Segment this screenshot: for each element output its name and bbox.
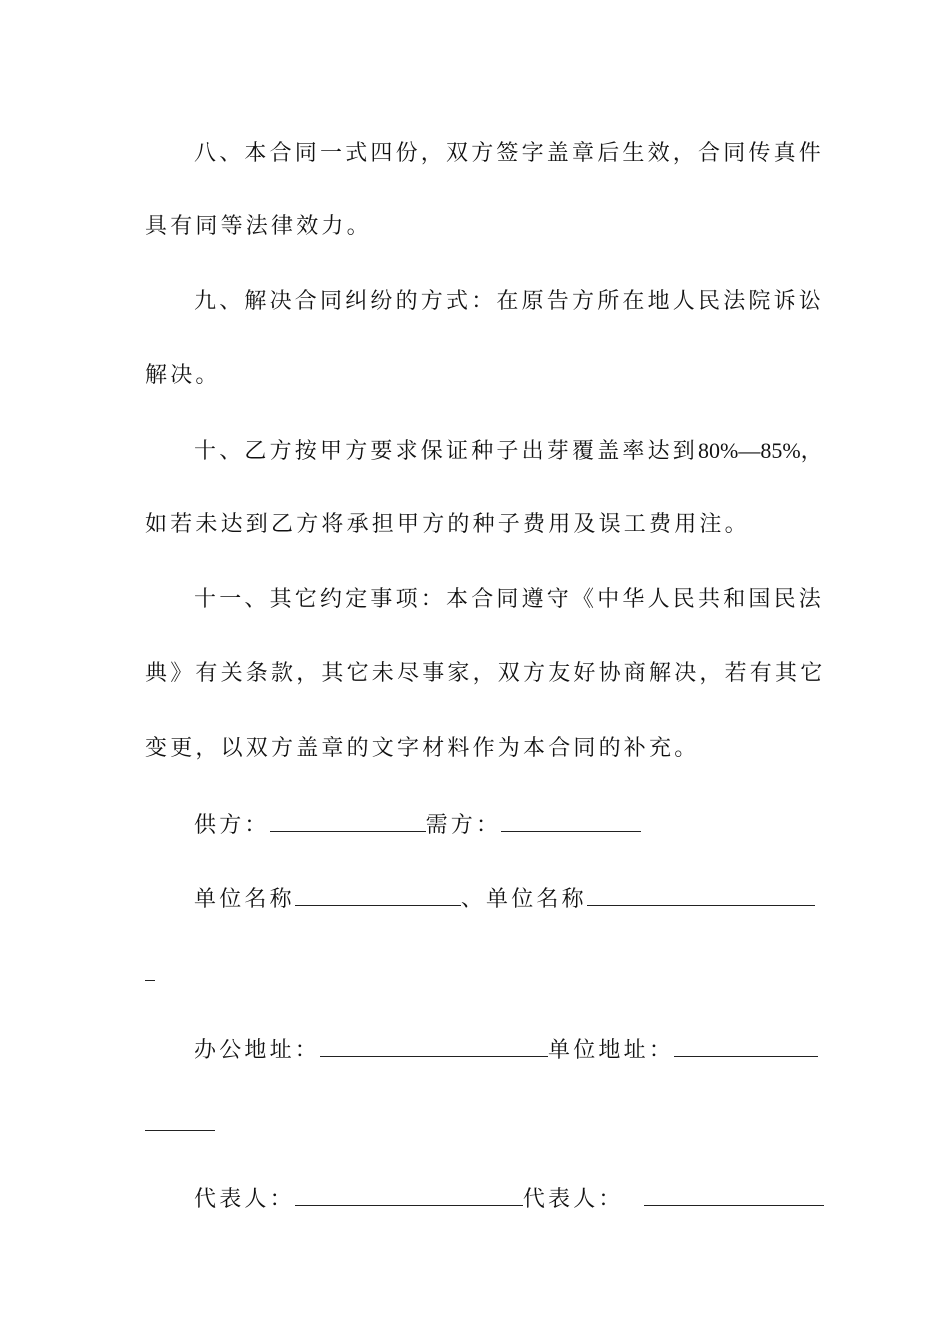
unit-address-blank[interactable] (674, 1034, 818, 1057)
clause-10-comma: ， (800, 439, 826, 464)
representative-blank-1[interactable] (295, 1183, 523, 1206)
unit-name-label-1: 单位名称 (194, 887, 295, 912)
clause-9-line-2: 解决。 (145, 363, 221, 388)
representative-row (194, 1183, 807, 1215)
unit-name-separator: 、 (460, 887, 487, 912)
clause-10-percentage: 80%—85% (698, 438, 801, 463)
clause-10-line-2: 如若未达到乙方将承担甲方的种子费用及误工费用注。 (145, 512, 750, 537)
address-row (194, 1034, 807, 1066)
clause-9-line-1: 九、解决合同纠纷的方式：在原告方所在地人民法院诉讼 (194, 289, 825, 314)
clause-11-line-3: 变更，以双方盖章的文字材料作为本合同的补充。 (145, 736, 700, 761)
representative-label-2: 代表人： (522, 1187, 624, 1212)
unit-name-blank-2[interactable] (587, 883, 815, 906)
clause-11-line-2: 典》有关条款，其它未尽事家，双方友好协商解决，若有其它 (145, 661, 826, 686)
supplier-blank[interactable] (270, 809, 426, 832)
address-overflow-row (145, 1108, 807, 1140)
unit-name-blank-1[interactable] (295, 883, 461, 906)
clause-8-line-1: 八、本合同一式四份，双方签字盖章后生效，合同传真件 (194, 141, 825, 166)
clause-10-line-1 (194, 436, 826, 467)
unit-address-blank-overflow[interactable] (145, 1108, 215, 1131)
unit-name-label-2: 单位名称 (486, 887, 587, 912)
office-address-blank[interactable] (320, 1034, 548, 1057)
unit-name-blank-2-overflow[interactable] (145, 958, 155, 981)
buyer-blank[interactable] (501, 809, 641, 832)
buyer-label: 需方： (425, 813, 502, 838)
clause-10-text: 十、乙方按甲方要求保证种子出芽覆盖率达到 (194, 439, 699, 464)
party-row (194, 809, 807, 841)
unit-address-label: 单位地址： (548, 1038, 675, 1063)
clause-8-line-2: 具有同等法律效力。 (145, 214, 372, 239)
clause-11-line-1: 十一、其它约定事项：本合同遵守《中华人民共和国民法 (194, 587, 825, 612)
unit-name-overflow-row (145, 958, 807, 990)
representative-blank-2[interactable] (644, 1183, 824, 1206)
office-address-label: 办公地址： (194, 1038, 321, 1063)
representative-label-1: 代表人： (194, 1187, 295, 1212)
supplier-label: 供方： (194, 813, 270, 838)
unit-name-row (194, 883, 807, 915)
